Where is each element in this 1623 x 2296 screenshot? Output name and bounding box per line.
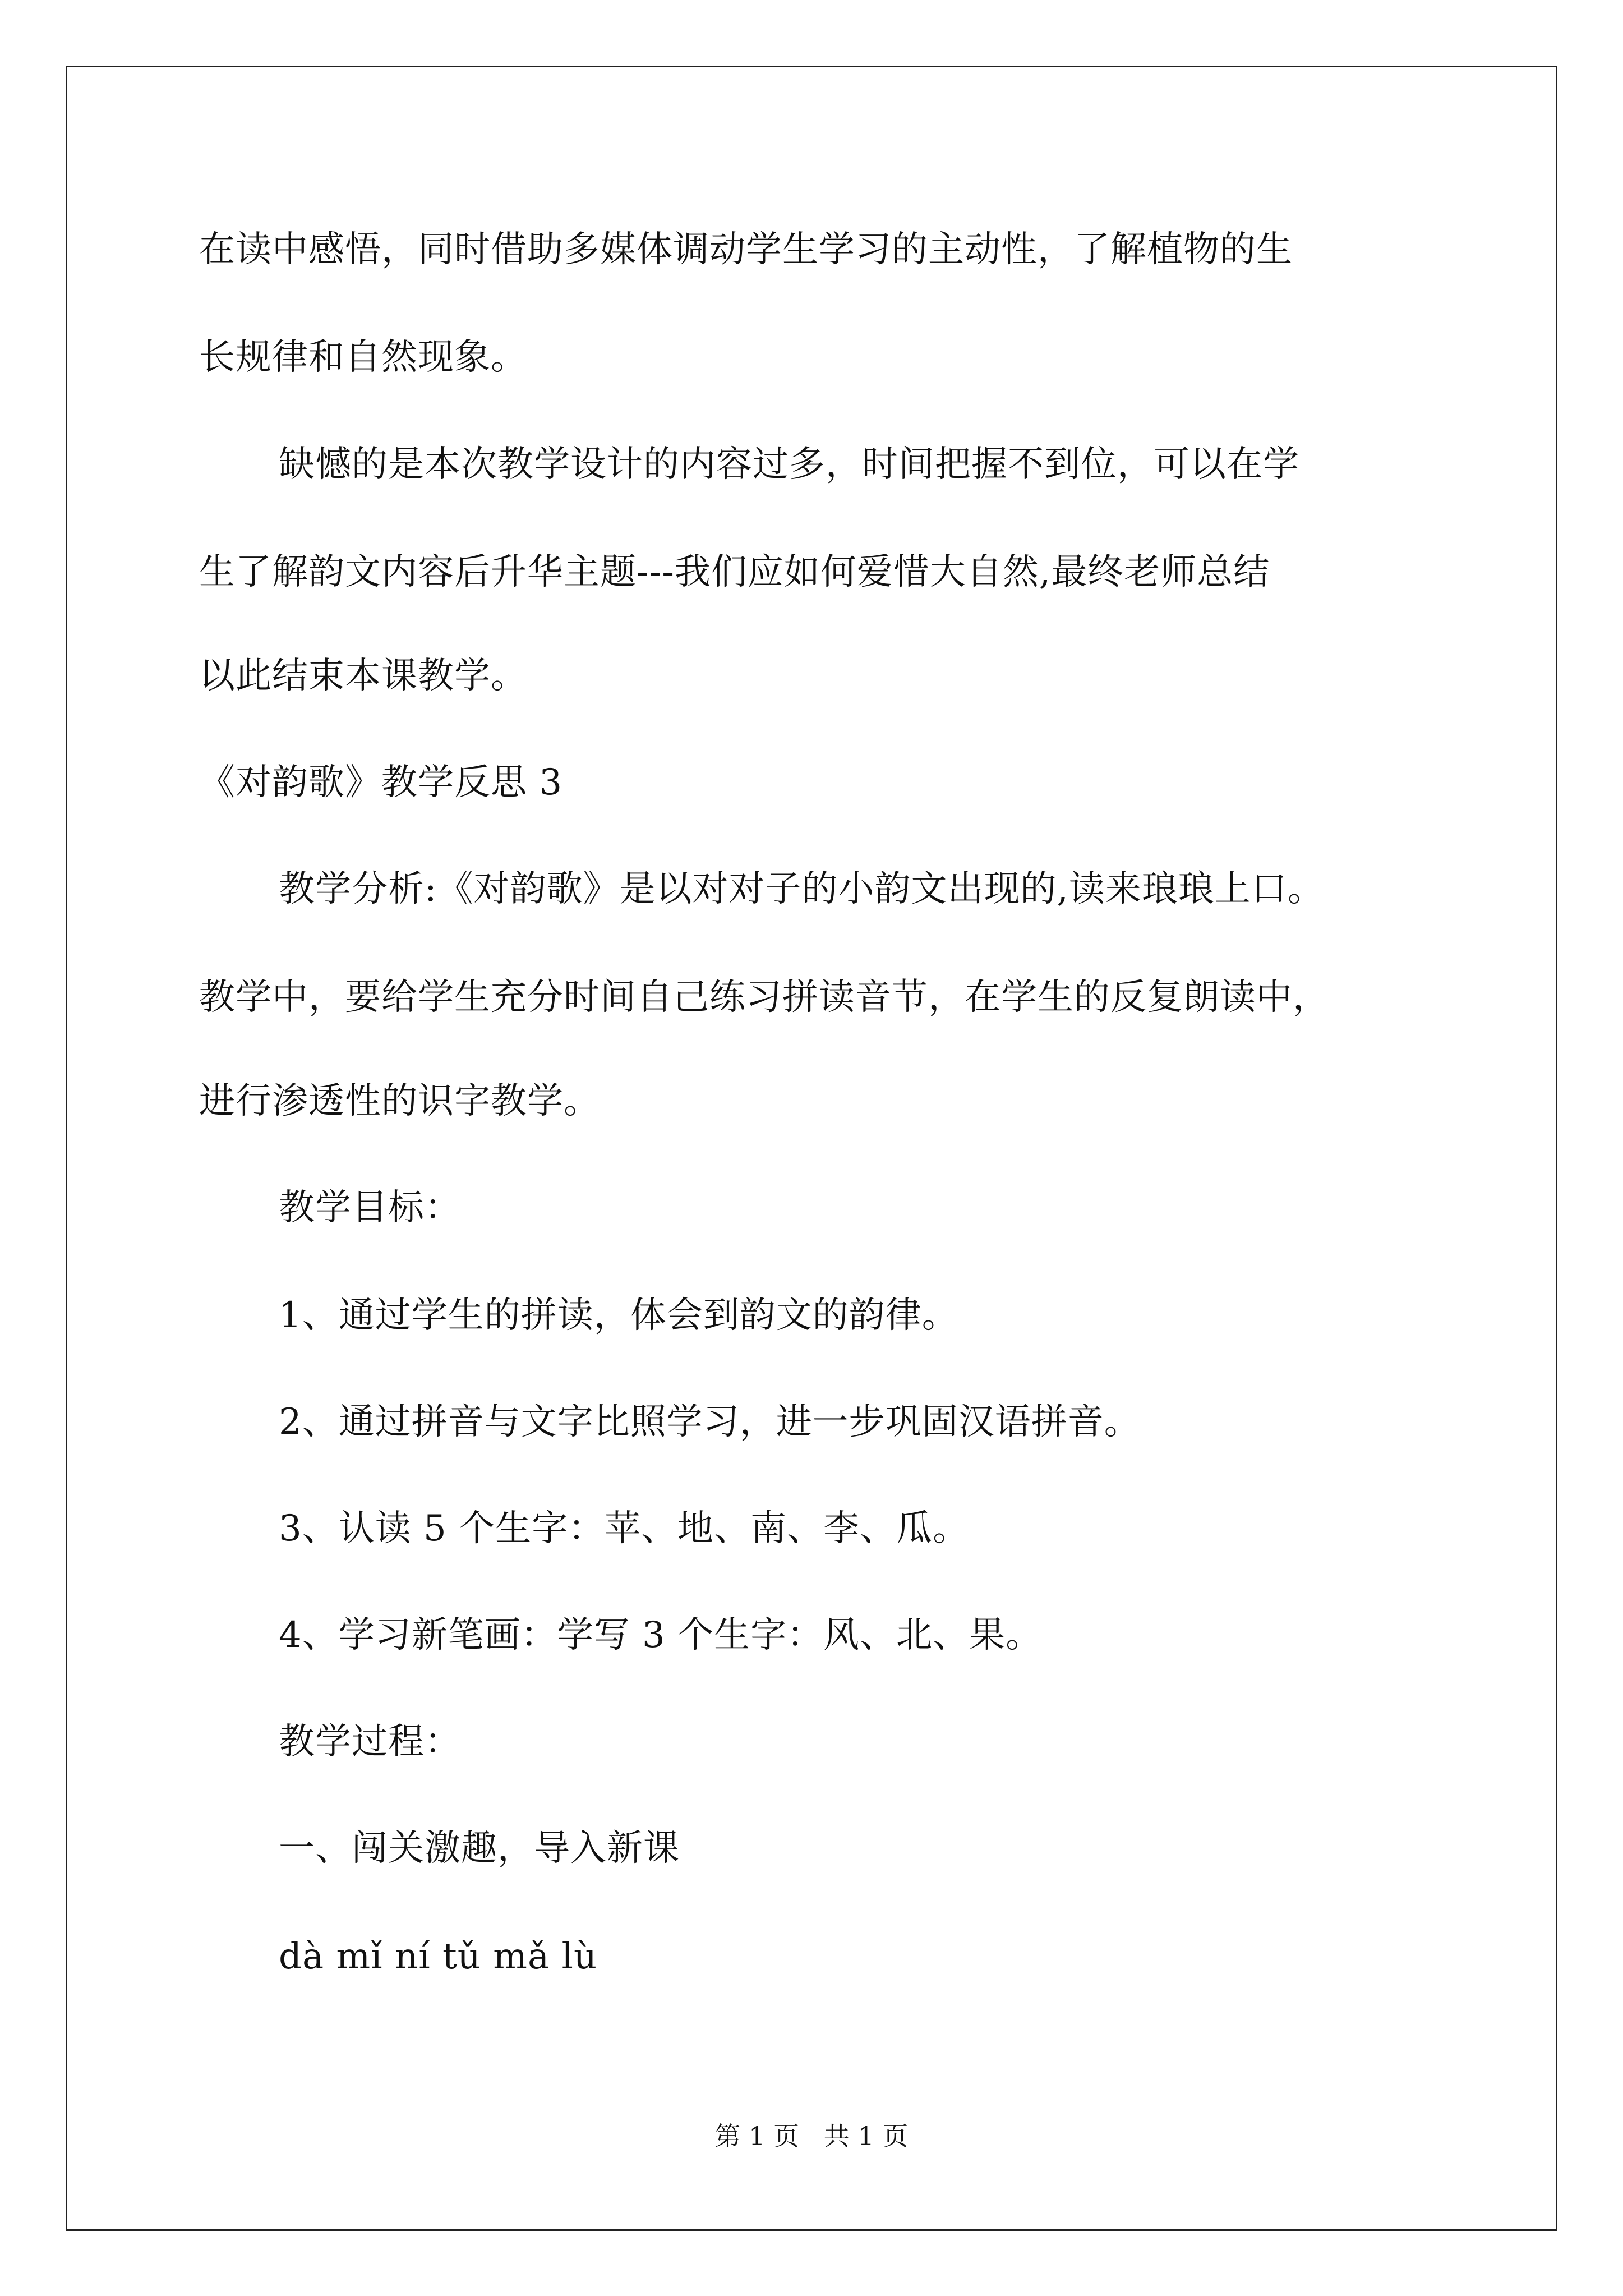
- step-1-heading: 一、闯关激趣，导入新课: [279, 1828, 680, 1869]
- pinyin-line: dà mǐ ní tǔ mǎ lù: [279, 1936, 598, 1977]
- section-title: 《对韵歌》教学反思 3: [199, 762, 563, 803]
- process-heading: 教学过程：: [279, 1721, 461, 1763]
- paragraph-2-line-2: 生了解韵文内容后升华主题---我们应如何爱惜大自然,最终老师总结: [199, 551, 1270, 593]
- paragraph-2-line-1: 缺憾的是本次教学设计的内容过多，时间把握不到位，可以在学: [279, 444, 1299, 485]
- page-border: [66, 66, 1557, 2231]
- goal-item: 3、认读 5 个生字：苹、地、南、李、瓜。: [279, 1508, 970, 1549]
- goal-item: 2、通过拼音与文字比照学习，进一步巩固汉语拼音。: [279, 1401, 1141, 1443]
- analysis-line-2: 教学中，要给学生充分时间自己练习拼读音节，在学生的反复朗读中，: [199, 977, 1329, 1018]
- paragraph-2-line-3: 以此结束本课教学。: [199, 655, 527, 697]
- goals-heading: 教学目标：: [279, 1187, 461, 1228]
- paragraph-1-line-2: 长规律和自然现象。: [199, 337, 527, 378]
- paragraph-1-line-1: 在读中感悟，同时借助多媒体调动学生学习的主动性，了解植物的生: [199, 229, 1293, 270]
- page-footer: 第 1 页 共 1 页: [714, 2121, 909, 2151]
- analysis-line-3: 进行渗透性的识字教学。: [199, 1080, 600, 1122]
- goal-item: 1、通过学生的拼读，体会到韵文的韵律。: [279, 1295, 958, 1336]
- goal-item: 4、学习新笔画：学写 3 个生字：风、北、果。: [279, 1614, 1043, 1656]
- analysis-line-1: 教学分析:《对韵歌》是以对对子的小韵文出现的,读来琅琅上口。: [279, 868, 1324, 910]
